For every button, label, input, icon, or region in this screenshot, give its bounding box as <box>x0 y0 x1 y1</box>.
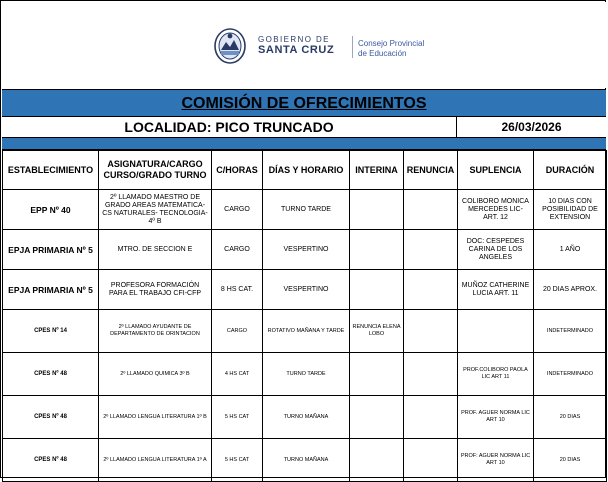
cell-horario: ROTATIVO MAÑANA Y TARDE <box>263 310 350 353</box>
cell-renuncia <box>404 396 458 439</box>
cell-asignatura: 2º LLAMADO QUIMICA 3º B <box>99 353 212 396</box>
cell-horario: VESPERTINO <box>263 270 350 310</box>
cell-suplencia: PROF: AGUER NORMA LIC ART 10 <box>458 439 534 482</box>
cell-duracion: 20 DIAS APROX. <box>534 270 607 310</box>
cell-establecimiento: EPJA PRIMARIA Nº 5 <box>3 270 99 310</box>
cell-renuncia <box>404 353 458 396</box>
cell-renuncia <box>404 270 458 310</box>
cell-duracion: 20 DIAS <box>534 396 607 439</box>
cell-interina <box>350 353 404 396</box>
cell-asignatura: 2º LLAMADO LENGUA LITERATURA 1º B <box>99 396 212 439</box>
cell-establecimiento: CPES Nº 14 <box>3 310 99 353</box>
cell-establecimiento: CPES Nº 48 <box>3 439 99 482</box>
cell-renuncia <box>404 230 458 270</box>
cell-asignatura: 2º LLAMADO AYUDANTE DE DEPARTAMENTO DE ORINTACION <box>99 310 212 353</box>
locality-row <box>2 117 606 138</box>
cell-duracion: 10 DIAS CON POSIBILIDAD DE EXTENSION <box>534 190 607 230</box>
cell-horas: CARGO <box>212 310 263 353</box>
gobierno-line2: SANTA CRUZ <box>258 44 335 56</box>
cell-renuncia <box>404 310 458 353</box>
table-row <box>3 439 607 482</box>
cell-establecimiento: EPP Nº 40 <box>3 190 99 230</box>
cell-horario: TURNO TARDE <box>263 353 350 396</box>
cell-horas: 4 HS CAT <box>212 353 263 396</box>
table-row <box>3 353 607 396</box>
seal-icon <box>212 26 248 66</box>
cell-duracion: INDETERMINADO <box>534 353 607 396</box>
cell-horas: CARGO <box>212 230 263 270</box>
cell-asignatura: MTRO. DE SECCION E <box>99 230 212 270</box>
cell-horario: TURNO MAÑANA <box>263 396 350 439</box>
locality-label: LOCALIDAD: PICO TRUNCADO <box>124 119 334 135</box>
cell-suplencia: MUÑOZ CATHERINE LUCIA ART. 11 <box>458 270 534 310</box>
cell-duracion: 20 DIAS <box>534 439 607 482</box>
col-asignatura: ASIGNATURA/CARGO CURSO/GRADO TURNO <box>99 151 212 190</box>
table-row <box>3 310 607 353</box>
cell-establecimiento: EPJA PRIMARIA Nº 5 <box>3 230 99 270</box>
cell-suplencia: DOC: CESPEDES CARINA DE LOS ANGELES <box>458 230 534 270</box>
consejo-line2: de Educación <box>358 49 407 58</box>
table-row <box>3 230 607 270</box>
cell-asignatura: PROFESORA FORMACIÓN PARA EL TRABAJO CFI-CFP <box>99 270 212 310</box>
logo-divider <box>352 36 353 58</box>
cell-suplencia: PROF.COLIBORO PAOLA LIC ART 11 <box>458 353 534 396</box>
cell-interina <box>350 230 404 270</box>
cell-horario: TURNO TARDE <box>263 190 350 230</box>
cell-horas: CARGO <box>212 190 263 230</box>
document-date: 26/03/2026 <box>501 120 562 134</box>
consejo-line1: Consejo Provincial <box>358 39 425 48</box>
cell-suplencia <box>458 310 534 353</box>
cell-suplencia: COLIBORO MONICA MERCEDES LIC- ART. 12 <box>458 190 534 230</box>
cell-horas: 5 HS CAT <box>212 439 263 482</box>
col-horas: C/HORAS <box>212 151 263 190</box>
cell-horario: VESPERTINO <box>263 230 350 270</box>
cell-establecimiento: CPES Nº 48 <box>3 396 99 439</box>
cell-renuncia <box>404 190 458 230</box>
cell-suplencia: PROF. AGUER NORMA LIC ART 10 <box>458 396 534 439</box>
cell-horas: 5 HS CAT <box>212 396 263 439</box>
header <box>2 2 606 88</box>
col-suplencia: SUPLENCIA <box>458 151 534 190</box>
cell-interina <box>350 439 404 482</box>
cell-interina <box>350 190 404 230</box>
col-interina: INTERINA <box>350 151 404 190</box>
cell-renuncia <box>404 439 458 482</box>
cell-establecimiento: CPES Nº 48 <box>3 353 99 396</box>
col-establecimiento: ESTABLECIMIENTO <box>3 151 99 190</box>
cell-asignatura: 2º LLAMADO LENGUA LITERATURA 1º A <box>99 439 212 482</box>
blue-strip <box>2 138 606 150</box>
cell-interina <box>350 270 404 310</box>
cell-horario: TURNO MAÑANA <box>263 439 350 482</box>
table-row <box>3 190 607 230</box>
cell-interina <box>350 396 404 439</box>
government-logo <box>212 24 462 74</box>
col-horario: DÍAS Y HORARIO <box>263 151 350 190</box>
cell-duracion: INDETERMINADO <box>534 310 607 353</box>
table-row <box>3 396 607 439</box>
cell-horas: 8 HS CAT. <box>212 270 263 310</box>
table-row <box>3 270 607 310</box>
cell-duracion: 1 AÑO <box>534 230 607 270</box>
cell-asignatura: 2º LLAMADO MAESTRO DE GRADO AREAS MATEMATICA- CS NATURALES- TECNOLOGIA- 4º B <box>99 190 212 230</box>
gobierno-line1: GOBIERNO DE <box>258 35 330 44</box>
page-title: COMISIÓN DE OFRECIMIENTOS <box>181 95 427 112</box>
table-header-row <box>3 151 607 190</box>
col-renuncia: RENUNCIA <box>404 151 458 190</box>
offers-table <box>2 150 607 482</box>
col-duracion: DURACIÓN <box>534 151 607 190</box>
title-band <box>2 89 606 117</box>
cell-interina: RENUNCIA ELENA LOBO <box>350 310 404 353</box>
